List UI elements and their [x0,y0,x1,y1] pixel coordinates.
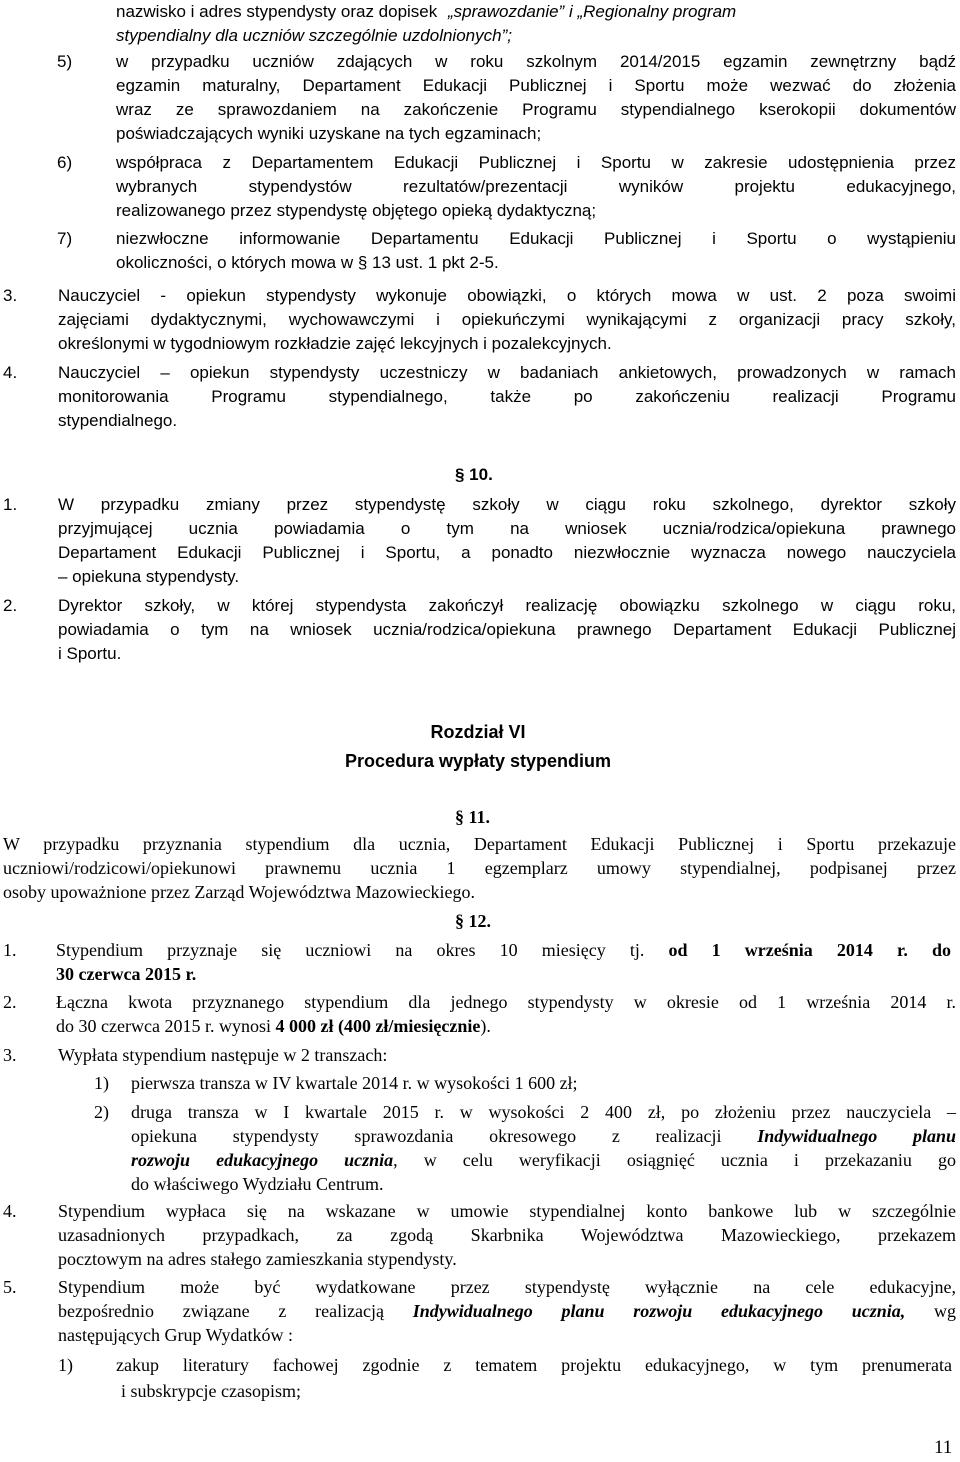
section-heading: § 12. [455,911,491,931]
text-line: i subskrypcje czasopism; [121,1381,301,1401]
text-line: Dyrektor szkoły, w której stypendysta zakończył realizację obowiązku szkolnego w ciągu roku, [58,596,956,615]
text: bezpośrednio związane z realizacją [58,1301,385,1321]
text-line: zakup literatury fachowej zgodnie z tematem projektu edukacyjnego, w tym prenumerata [116,1355,952,1375]
list-number: 2) [94,1102,109,1122]
paragraph-number: 3. [3,286,18,305]
text-line: pierwsza transza w IV kwartale 2014 r. w wysokości 1 600 zł; [131,1073,578,1093]
text: nazwisko i adres stypendysty oraz dopisek [116,2,438,21]
text-line: W przypadku przyznania stypendium dla ucznia, Departament Edukacji Publicznej i Sportu przekazuje [3,834,956,854]
bold-text-line: 30 czerwca 2015 r. [56,964,197,984]
bold-text: 4 000 zł (400 zł/miesięcznie [275,1016,481,1036]
text-line: zajęciami dydaktycznymi, wychowawczymi i opiekuńczymi wynikającymi z organizacji pracy szkoły, [58,310,956,329]
text-line: następujących Grup Wydatków : [58,1325,294,1345]
text-line: Stypendium może być wydatkowane przez stypendystę wyłącznie na cele edukacyjne, [58,1277,956,1297]
text-line: osoby upoważnione przez Zarząd Województwa Mazowieckiego. [3,882,476,902]
text-line: Departament Edukacji Publicznej i Sportu, a ponadto niezwłocznie wyznacza nowego nauczyciela [58,543,956,562]
list-number: 1) [58,1355,73,1375]
section-heading: § 11. [455,807,491,827]
list-number: 7) [57,229,73,248]
text: , w celu weryfikacji osiągnięć ucznia i przekazaniu go [393,1150,956,1170]
chapter-title: Rozdział VI [430,722,526,742]
text: wg [934,1301,956,1321]
text-line: niezwłoczne informowanie Departamentu Edukacji Publicznej i Sportu o wystąpieniu [116,229,956,248]
text-line: W przypadku zmiany przez stypendystę szkoły w ciągu roku szkolnego, dyrektor szkoły [58,495,956,514]
text-line: okoliczności, o których mowa w § 13 ust. 1 pkt 2-5. [116,253,499,272]
paragraph-number: 4. [3,363,18,382]
text-line [116,3,956,20]
text-line: druga transza w I kwartale 2015 r. w wysokości 2 400 zł, po złożeniu przez nauczyciela – [131,1102,956,1122]
text-line [56,941,951,959]
text-line [131,1127,956,1145]
text-line: wraz ze sprawozdaniem na zakończenie Programu stypendialnego kserokopii dokumentów [116,100,956,119]
text-line: poświadczających wyniki uzyskane na tych egzaminach; [116,124,542,143]
paragraph-number: 1. [3,940,17,960]
paragraph-number: 3. [3,1045,17,1065]
text: opiekuna stypendysty sprawozdania okresowego z realizacji [131,1126,722,1146]
bold-italic-text: Indywidualnego planu rozwoju edukacyjnego ucznia, [412,1301,906,1321]
text-line: realizowanego przez stypendystę objętego opieką dydaktyczną; [116,201,597,220]
paragraph-number: 4. [3,1201,17,1221]
text-line [131,1151,956,1169]
text-line: wybranych stypendystów rezultatów/prezentacji wyników projektu edukacyjnego, [116,177,956,196]
list-number: 5) [57,52,73,71]
paragraph-number: 1. [3,495,18,514]
text-line: Nauczyciel - opiekun stypendysty wykonuje obowiązki, o których mowa w ust. 2 poza swoimi [58,286,956,305]
text-line: – opiekuna stypendysty. [58,567,240,586]
text-line-italic: stypendialny dla uczniów szczególnie uzdolnionych”; [116,26,512,45]
list-number: 6) [57,153,73,172]
text-line: pocztowym na adres stałego zamieszkania stypendysty. [58,1249,457,1269]
text-line: uzasadnionych przypadkach, za zgodą Skarbnika Województwa Mazowieckiego, przekazem [58,1225,956,1245]
text-line [56,1017,491,1035]
text-line: Stypendium wypłaca się na wskazane w umowie stypendialnej konto bankowe lub w szczególnie [58,1201,956,1221]
paragraph-number: 5. [3,1277,17,1297]
text-line: do właściwego Wydziału Centrum. [131,1174,384,1194]
text-line: określonymi w tygodniowym rozkładzie zajęć lekcyjnych i pozalekcyjnych. [58,334,612,353]
text-line: stypendialnego. [58,411,178,430]
text-line: monitorowania Programu stypendialnego, także po zakończeniu realizacji Programu [58,387,956,406]
text-line: uczniowi/rodzicowi/opiekunowi prawnemu ucznia 1 egzemplarz umowy stypendialnej, podpisanej przez [3,858,956,878]
text-line: Nauczyciel – opiekun stypendysty uczestniczy w badaniach ankietowych, prowadzonych w ramach [58,363,956,382]
text-line: egzamin maturalny, Departament Edukacji Publicznej i Sportu może wezwać do złożenia [116,76,956,95]
text-line: Łączna kwota przyznanego stypendium dla jednego stypendysty w okresie od 1 września 2014 r. [56,992,956,1012]
page-number: 11 [934,1437,953,1458]
text-line: i Sportu. [58,644,122,663]
list-number: 1) [94,1073,109,1093]
paragraph-number: 2. [3,992,17,1012]
section-heading: § 10. [455,465,493,484]
bold-italic-text: Indywidualnego planu [757,1126,957,1146]
text-line: przyjmującej ucznia powiadamia o tym na wniosek ucznia/rodzica/opiekuna prawnego [58,519,956,538]
bold-text: od 1 września 2014 r. do [668,940,952,960]
text-line [58,1302,956,1320]
text-line: w przypadku uczniów zdających w roku szkolnym 2014/2015 egzamin zewnętrzny bądź [116,52,956,71]
text: do 30 czerwca 2015 r. wynosi [56,1016,271,1036]
bold-italic-text: rozwoju edukacyjnego ucznia [131,1150,394,1170]
text-line: współpraca z Departamentem Edukacji Publicznej i Sportu w zakresie udostępnienia przez [116,153,956,172]
text-line: powiadamia o tym na wniosek ucznia/rodzica/opiekuna prawnego Departament Edukacji Publicznej [58,620,956,639]
text: Stypendium przyznaje się uczniowi na okres 10 miesięcy tj. [56,940,645,960]
paragraph-number: 2. [3,596,18,615]
text-line: Wypłata stypendium następuje w 2 transzach: [58,1045,388,1065]
text: ). [480,1016,491,1036]
italic-text: „sprawozdanie” i „Regionalny program [448,2,737,21]
chapter-subtitle: Procedura wypłaty stypendium [344,751,612,771]
